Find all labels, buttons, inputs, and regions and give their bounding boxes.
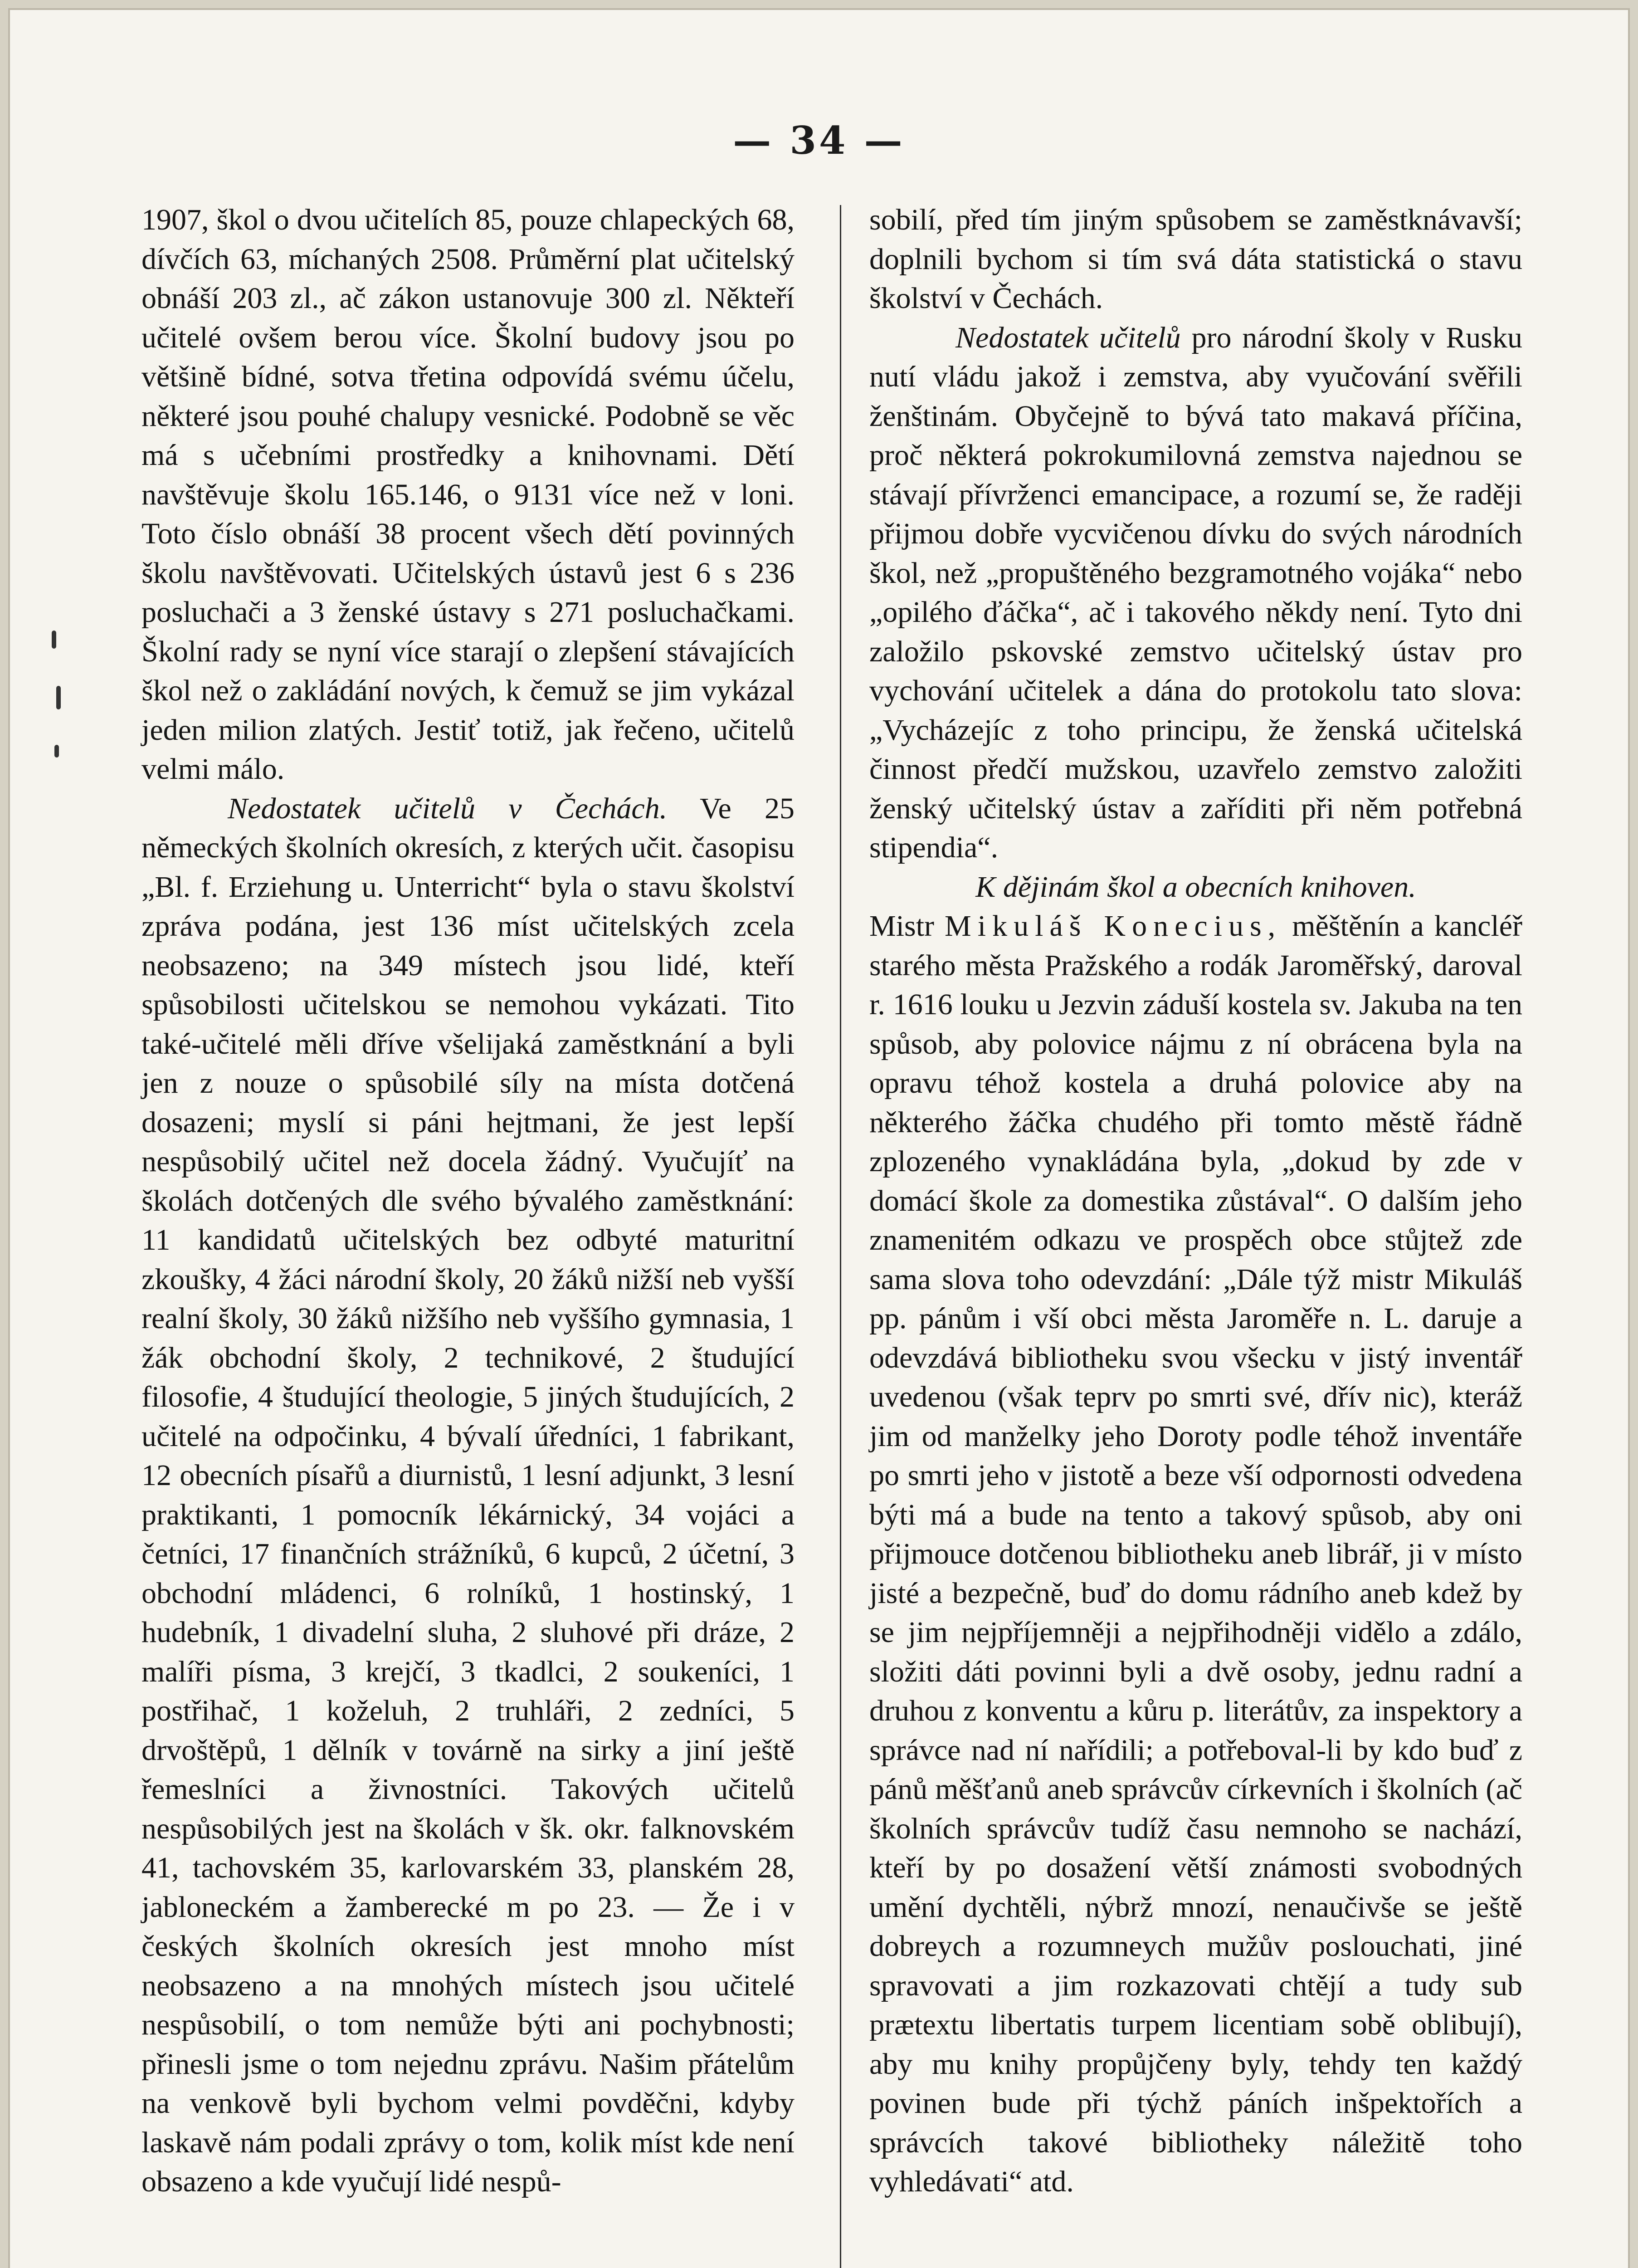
paragraph: 1907, škol o dvou učitelích 85, pouze chlapeckých 68, dívčích 63, míchaných 2508. Průměrní plat učitelský obnáší 203 zl., ač zákon ustanovuje 300 zl. Někteří učitelé ovšem berou více. Školní budovy jsou po většině bídné, sotva třetina odpovídá svému účelu, některé jsou pouhé chalupy vesnické. Podobně se věc má s učebními prostředky a knihovnami. Dětí navštěvuje školu 165.146, o 9131 více než v loni. Toto číslo obnáší 38 procent všech dětí povinných školu navštěvovati. Učitelských ústavů jest 6 s 236 posluchači a 3 ženské ústavy s 271 posluchačkami. Školní rady se nyní více starají o zlepšení stávajících škol než o zakládání nových, k čemuž se jim vykázal jeden milion zlatých. Jestiť totiž, jak řečeno, učitelů velmi málo.	[141, 203, 795, 786]
paragraph-body: pro národní školy v Rusku nutí vládu jakož i zemstva, aby vyučování svěřili ženštinám. Obyčejně to bývá tato makavá příčina, proč některá pokrokumilovná zemstva najednou se stávají přívrženci emancipace, a rozumí se, že raději přijmou dobře vycvičenou dívku do svých národních škol, než „propuštěného bezgramotného vojáka“ nebo „opilého ďáčka“, ač i takového někdy není. Tyto dni založilo pskovské zemstvo učitelský ústav pro vychování učitelek a dána do protokolu tato slova: „Vycházejíc z toho principu, že ženská učitelská činnost předčí mužskou, uzavřelo zemstvo založiti ženský učitelský ústav a zaříditi při něm potřebná stipendia“.	[869, 321, 1522, 864]
paragraph-intro: Mistr	[869, 909, 935, 943]
section-heading: Nedostatek učitelů v Čechách.	[228, 792, 668, 825]
paragraph: sobilí, před tím jiným spůsobem se zaměstknávavší; doplnili bychom si tím svá dáta statistická o stavu školství v Čechách.	[869, 203, 1522, 315]
margin-mark	[54, 745, 59, 758]
document-page	[10, 10, 1628, 2268]
margin-mark	[52, 631, 56, 649]
paragraph	[869, 907, 1522, 2202]
right-column	[869, 200, 1522, 2202]
page-number: — 34 —	[733, 118, 905, 163]
paragraph	[141, 789, 795, 2202]
section-heading-line	[869, 868, 1522, 907]
person-name: Mikuláš Konecius,	[945, 909, 1282, 943]
section-heading: K dějinám škol a obecních knihoven.	[975, 870, 1416, 904]
paragraph	[869, 318, 1522, 868]
column-divider	[840, 205, 841, 2268]
paragraph-body: Ve 25 německých školních okresích, z kterých učit. časopisu „Bl. f. Erziehung u. Unterricht“ byla o stavu školství zpráva podána, jest 136 míst učitelských zcela neobsazeno; na 349 místech jsou lidé, kteří spůsobilosti učitelskou se nemohou vykázati. Tito také-učitelé měli dříve všelijaká zaměstknání a byli jen z nouze o spůsobilé síly na místa dotčená dosazeni; myslí si páni hejtmani, že jest lepší nespůsobilý učitel než docela žádný. Vyučujíť na školách dotčených dle svého bývalého zaměstknání: 11 kandidatů učitelských bez odbyté maturitní zkoušky, 4 žáci národní školy, 20 žáků nižší neb vyšší realní školy, 30 žáků nižšího neb vyššího gymnasia, 1 žák obchodní školy, 2 technikové, 2 študující filosofie, 4 študující theologie, 5 jiných študujících, 2 učitelé na odpočinku, 4 bývalí úředníci, 1 fabrikant, 12 obecních písařů a diurnistů, 1 lesní adjunkt, 3 lesní praktikanti, 1 pomocník lékárnický, 34 vojáci a četníci, 17 finančních strážníků, 6 kupců, 2 účetní, 3 obchodní mládenci, 6 rolníků, 1 hostinský, 1 hudebník, 1 divadelní sluha, 2 sluhové při dráze, 2 malíři písma, 3 krejčí, 3 tkadlci, 2 soukeníci, 1 postřihač, 1 koželuh, 2 truhláři, 2 zedníci, 5 drvoštěpů, 1 dělník v továrně na sirky a jiní ještě řemeslníci a živnostníci. Takových učitelů nespůsobilých jest na školách v šk. okr. falknovském 41, tachovském 35, karlovarském 33, planském 28, jabloneckém a žamberecké m po 23. — Že i v českých školních okresích jest mnoho míst neobsazeno a na mnohých místech jsou učitelé nespůsobilí, o tom nemůže býti ani pochybnosti; přinesli jsme o tom nejednu zprávu. Našim přátelům na venkově byli bychom velmi povděčni, kdyby laskavě nám podali zprávy o tom, kolik míst kde není obsazeno a kde vyučují lidé nespů-	[141, 792, 795, 2198]
margin-mark	[56, 686, 61, 709]
left-column	[141, 200, 795, 2202]
section-heading: Nedostatek učitelů	[955, 321, 1181, 354]
paragraph-body: měštěnín a kancléř starého města Pražského a rodák Jaroměřský, daroval r. 1616 louku u Jezvin záduší kostela sv. Jakuba na ten spůsob, aby polovice nájmu z ní obrácena byla na opravu téhož kostela a druhá polovice aby na některého žáčka chudého při tomto městě řádně zplozeného vynakládána byla, „dokud by zde v domácí škole za domestika zůstával“. O dalším jeho znamenitém odkazu ve prospěch obce stůjtež zde sama slova toho odevzdání: „Dále týž mistr Mikuláš pp. pánům i vší obci města Jaroměře n. L. daruje a odevzdává bibliotheku svou všecku v jistý inventář uvedenou (však teprv po smrti své, dřív nic), kteráž jim od manželky jeho Doroty podle téhož inventáře po smrti jeho v jistotě a beze vší odpornosti odvedena býti má a bude na tento a takový spůsob, aby oni přijmouce dotčenou bibliotheku aneb librář, ji v místo jisté a bezpečně, buď do domu rádního aneb kdež by se jim nejpříjemněji a nejpřihodněji vidělo a zdálo, složiti dáti povinni byli a dvě osoby, jednu radní a druhou z konventu a kůru p. literátův, za inspektory a správce nad ní nařídili; a potřeboval-li by kdo buď z pánů měšťanů aneb správcův církevních i školních (ač školních správcův tudíž času nemnoho se nachází, kteří by po dosažení větší známosti svobodných umění dychtěli, nýbrž mnozí, nenaučivše se ještě dobreych a rozumneych mužův poslouchati, jiné spravovati a jim rozkazovati chtějí a tudy sub prætextu libertatis turpem licentiam sobě oblibují), aby mu knihy propůjčeny byly, tehdy ten každý povinen bude při týchž páních inšpektořích a správcích takové bibliotheky náležitě toho vyhledávati“ atd.	[869, 909, 1522, 2198]
